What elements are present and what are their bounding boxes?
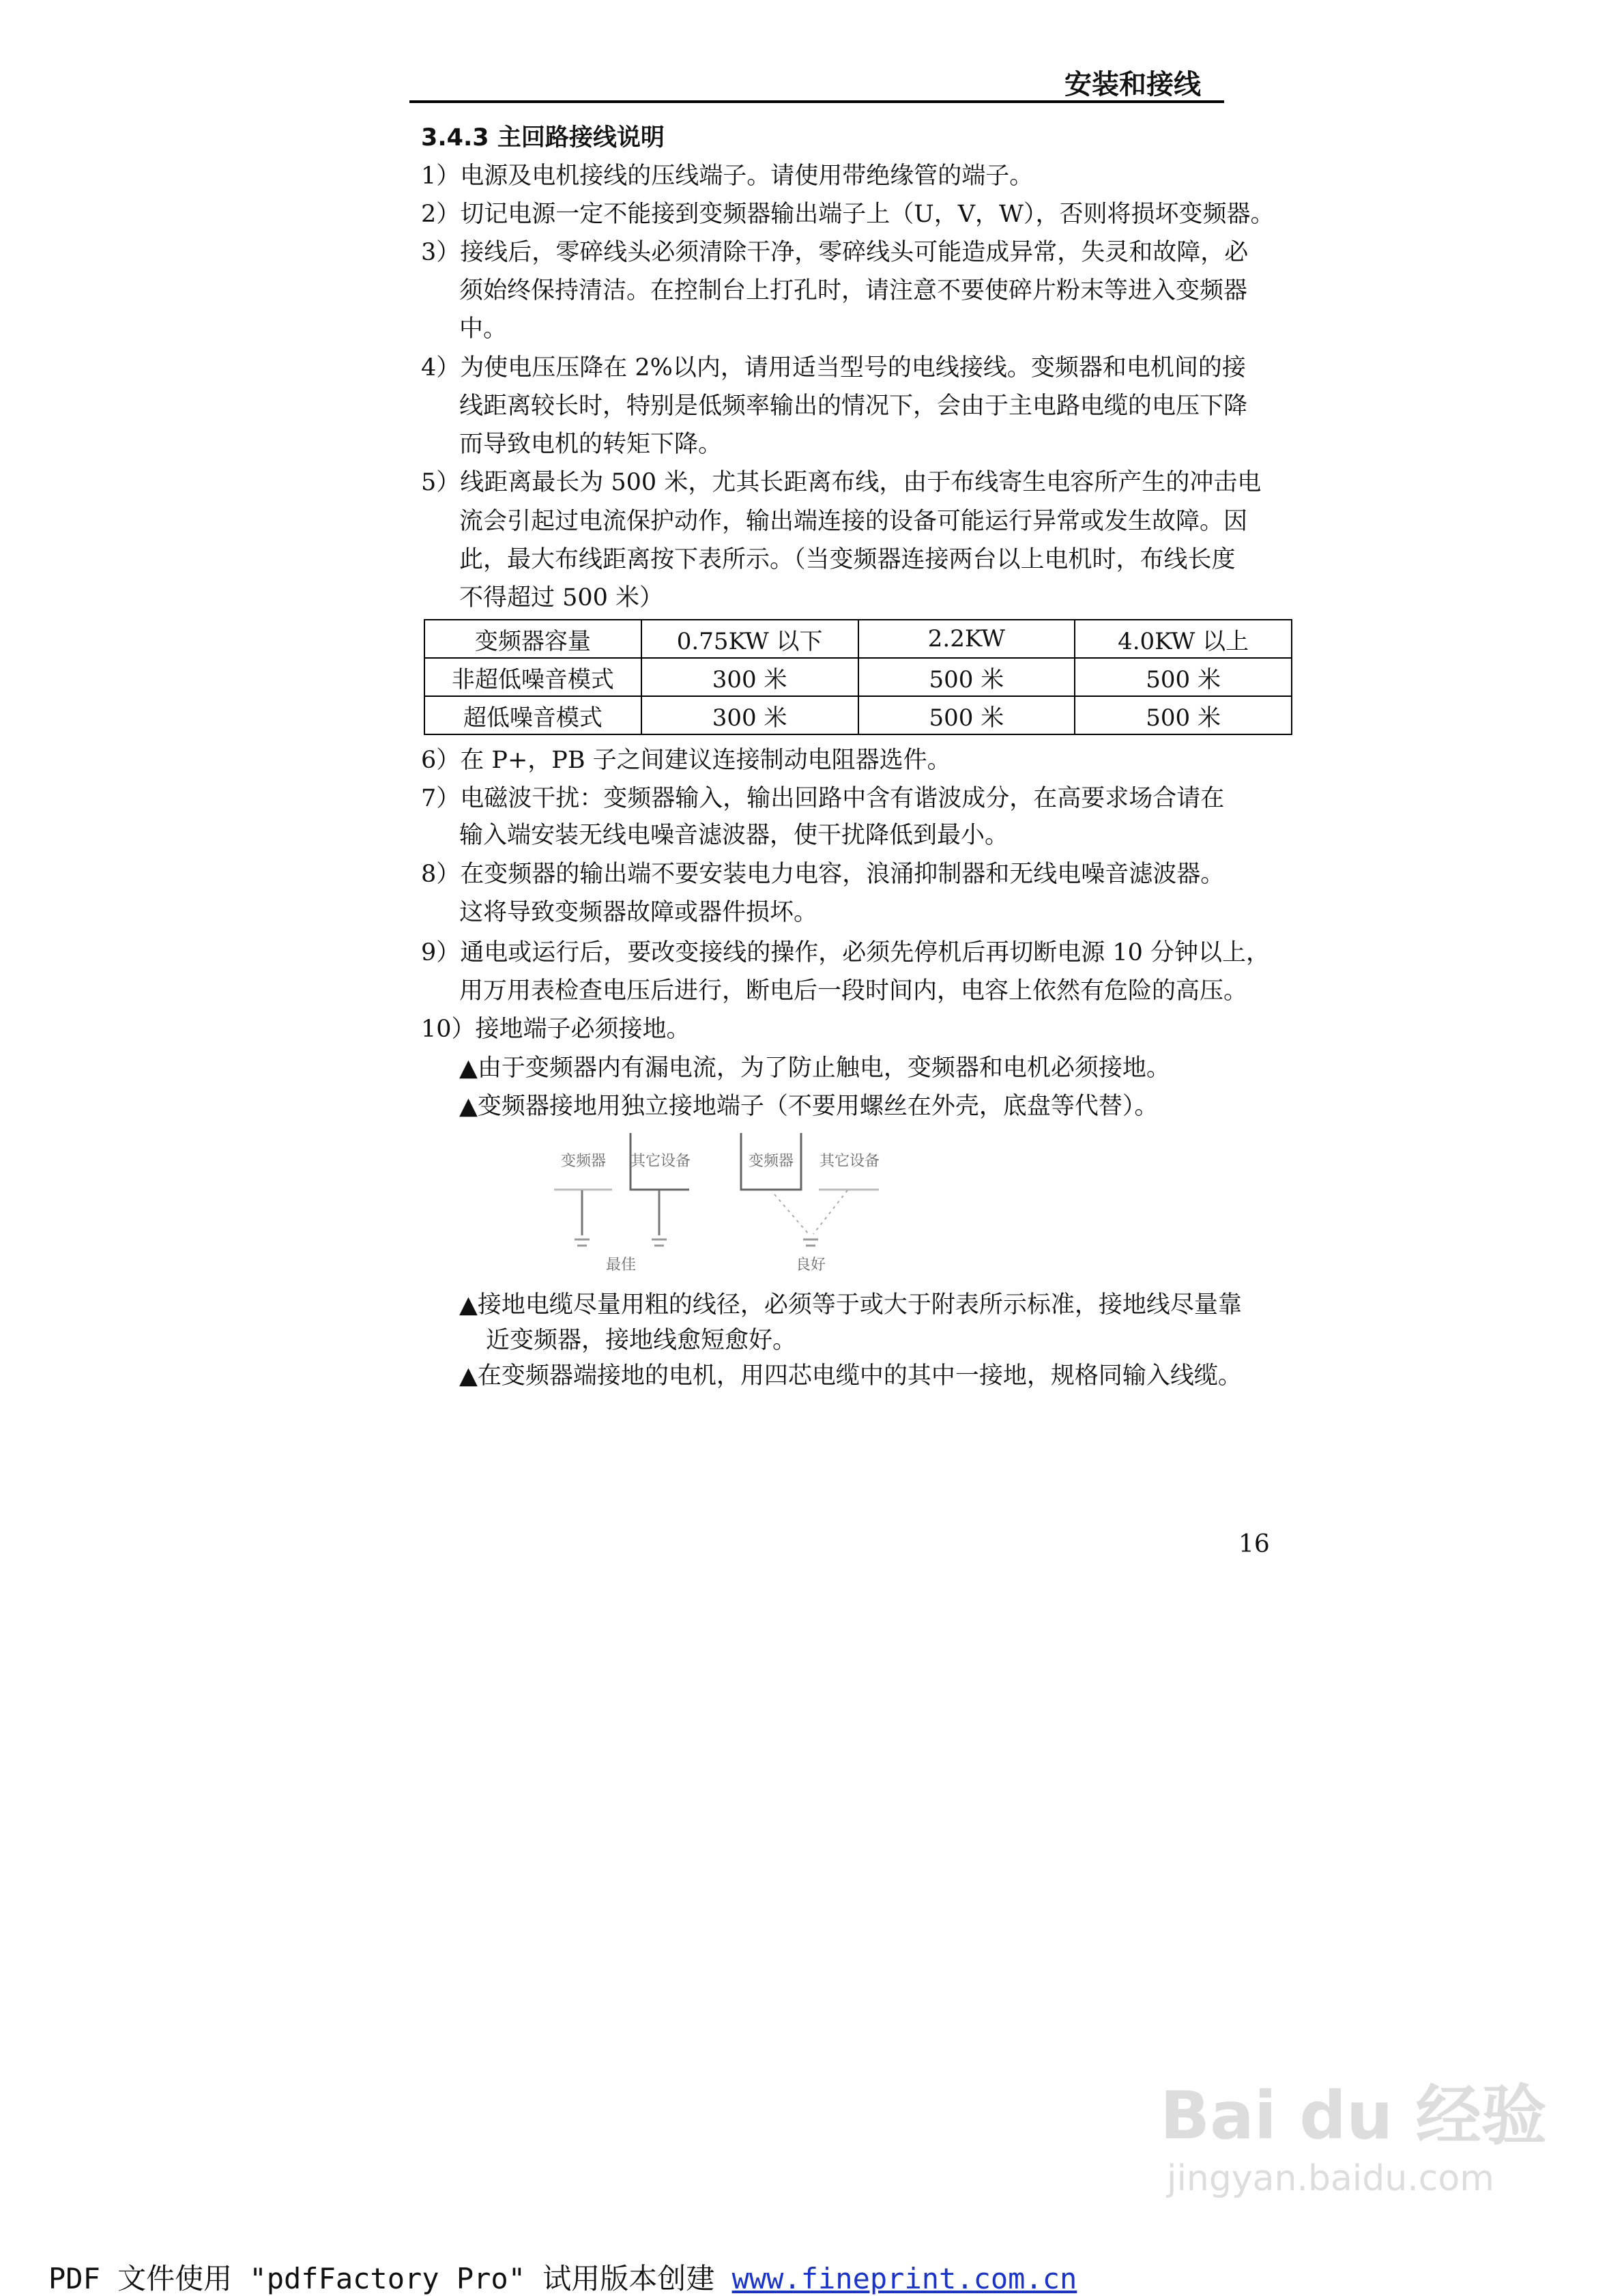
baidu-watermark-logo: [1160, 2075, 1547, 2200]
table-cell: 0.75KW 以下: [641, 620, 858, 658]
footer: [48, 2256, 1077, 2296]
page-number: 16: [1238, 1530, 1270, 1558]
table-cell: 超低噪音模式: [424, 696, 641, 734]
table-cell: 300 米: [641, 658, 858, 696]
text-line: 流会引起过电流保护动作，输出端连接的设备可能运行异常或发生故障。因: [459, 508, 1248, 535]
text-line: 而导致电机的转矩下降。: [459, 431, 723, 458]
text-line: ▲在变频器端接地的电机，用四芯电缆中的其中一接地，规格同输入线缆。: [459, 1362, 1242, 1390]
table-cell: 500 米: [858, 696, 1075, 734]
diagram-caption: 良好: [795, 1257, 826, 1274]
text-line: 4）为使电压压降在 2%以内，请用适当型号的电线接线。变频器和电机间的接: [421, 354, 1246, 382]
table-header-row: [424, 620, 1292, 658]
text-line: ▲由于变频器内有漏电流，为了防止触电，变频器和电机必须接地。: [459, 1054, 1170, 1082]
header-title: 安装和接线: [1064, 69, 1201, 100]
footer-text: PDF 文件使用 "pdfFactory Pro" 试用版本创建: [48, 2262, 732, 2295]
ground-symbol-icon: [575, 1239, 818, 1246]
table-row: [424, 696, 1292, 734]
text-line: 这将导致变频器故障或器件损坏。: [459, 899, 818, 926]
text-line: 线距离较长时，特别是低频率输出的情况下，会由于主电路电缆的电压下降: [459, 392, 1248, 420]
footer-link[interactable]: www.fineprint.com.cn: [731, 2262, 1077, 2295]
box-label: 其它设备: [630, 1153, 691, 1170]
text-line: 6）在 P+，PB 子之间建议连接制动电阻器选件。: [421, 747, 951, 774]
table-cell: 2.2KW: [858, 620, 1075, 658]
text-line: 用万用表检查电压后进行，断电后一段时间内，电容上依然有危险的高压。: [459, 977, 1248, 1005]
table-cell: 4.0KW 以上: [1075, 620, 1292, 658]
text-line: ▲接地电缆尽量用粗的线径，必须等于或大于附表所示标准，接地线尽量靠: [459, 1291, 1242, 1319]
section-title: 3.4.3 主回路接线说明: [421, 124, 665, 152]
text-line: 中。: [459, 315, 508, 343]
table-cell: 500 米: [1075, 658, 1292, 696]
header-rule: [409, 100, 1224, 103]
text-line: 5）线距离最长为 500 米，尤其长距离布线，由于布线寄生电容所产生的冲击电: [421, 469, 1262, 496]
text-line: 输入端安装无线电噪音滤波器，使干扰降低到最小。: [459, 822, 1009, 849]
text-line: 9）通电或运行后，要改变接线的操作，必须先停机后再切断电源 10 分钟以上，: [421, 939, 1271, 966]
grounding-diagram: [546, 1119, 1105, 1283]
text-line: 8）在变频器的输出端不要安装电力电容，浪涌抑制器和无线电噪音滤波器。: [421, 861, 1225, 888]
wiring-distance-table: [424, 619, 1292, 735]
text-line: 2）切记电源一定不能接到变频器输出端子上（U，V，W），否则将损坏变频器。: [421, 201, 1275, 228]
table-cell: 非超低噪音模式: [424, 658, 641, 696]
box-label: 变频器: [560, 1153, 607, 1170]
text-line: 须始终保持清洁。在控制台上打孔时，请注意不要使碎片粉末等进入变频器: [459, 277, 1248, 304]
watermark-brand: Bai du 经验: [1160, 2078, 1547, 2154]
table-row: [424, 658, 1292, 696]
text-line: ▲变频器接地用独立接地端子（不要用螺丝在外壳，底盘等代替）。: [459, 1093, 1159, 1120]
text-line: 7）电磁波干扰：变频器输入，输出回路中含有谐波成分，在高要求场合请在: [421, 785, 1225, 812]
text-line: 不得超过 500 米）: [459, 584, 664, 612]
box-label: 变频器: [748, 1153, 794, 1170]
table-cell: 500 米: [1075, 696, 1292, 734]
box-label: 其它设备: [819, 1153, 880, 1170]
table-cell: 500 米: [858, 658, 1075, 696]
text-line: 1）电源及电机接线的压线端子。请使用带绝缘管的端子。: [421, 162, 1034, 190]
text-line: 近变频器，接地线愈短愈好。: [486, 1327, 797, 1354]
text-line: 3）接线后，零碎线头必须清除干净，零碎线头可能造成异常，失灵和故障，必: [421, 239, 1249, 266]
table-cell: 变频器容量: [424, 620, 641, 658]
text-line: 此，最大布线距离按下表所示。（当变频器连接两台以上电机时，布线长度: [459, 546, 1236, 573]
table-cell: 300 米: [641, 696, 858, 734]
watermark-url: jingyan.baidu.com: [1167, 2158, 1494, 2199]
diagram-caption: 最佳: [605, 1257, 637, 1274]
text-line: 10）接地端子必须接地。: [421, 1016, 691, 1043]
